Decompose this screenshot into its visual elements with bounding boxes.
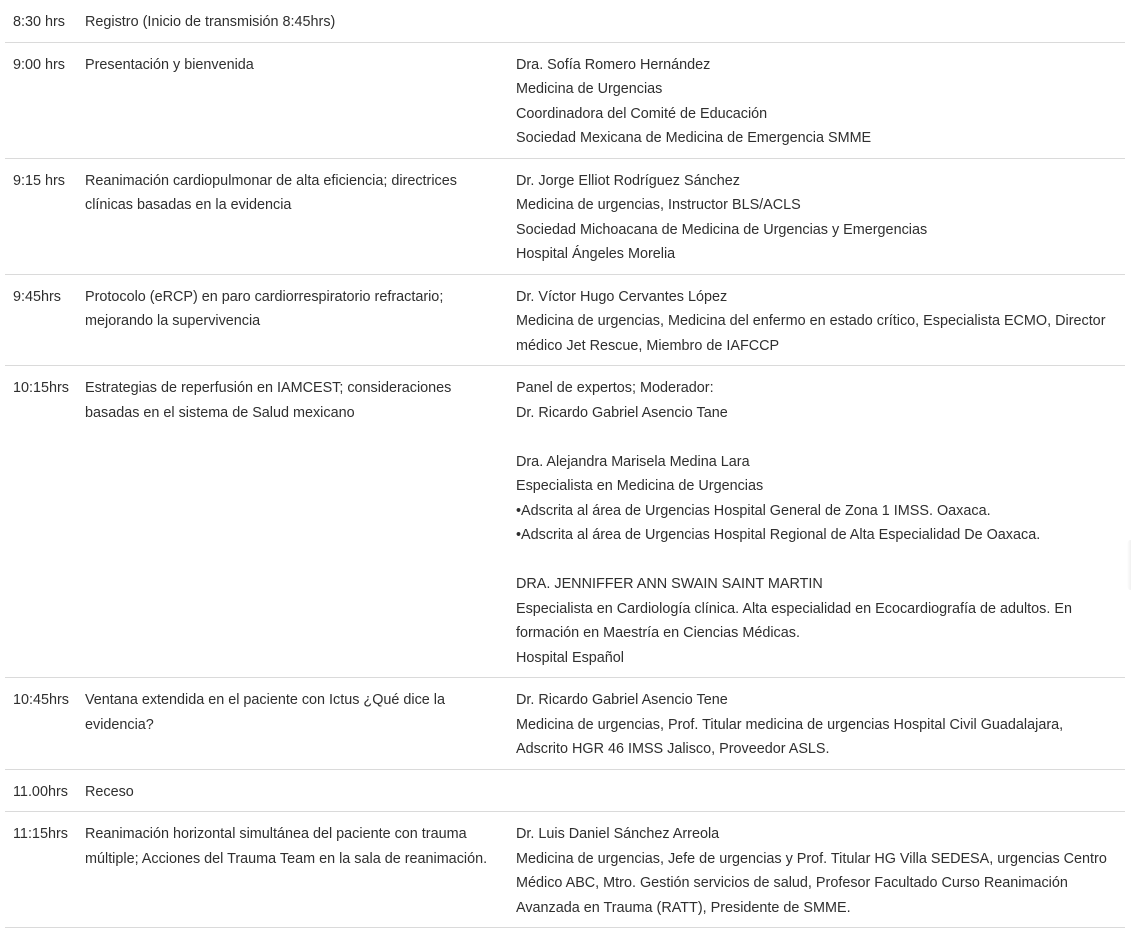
agenda-row (5, 275, 1125, 367)
agenda-speaker-line: Sociedad Mexicana de Medicina de Emergencia SMME (516, 130, 872, 146)
agenda-speaker-line: Medicina de Urgencias (516, 81, 663, 97)
spacer (516, 425, 1115, 450)
agenda-time: 10:45hrs (13, 692, 70, 708)
agenda-topic (85, 822, 516, 920)
agenda-topic-line: Receso (85, 783, 134, 800)
agenda-speaker-line: Sociedad Michoacana de Medicina de Urgencias y Emergencias (516, 221, 928, 238)
agenda-speaker-line: Hospital Ángeles Morelia (516, 246, 676, 262)
agenda-row (5, 812, 1125, 928)
agenda-speaker-line: Medicina de urgencias, Jefe de urgencias y Prof. Titular HG Villa SEDESA, urgencias Centro (516, 850, 1107, 867)
agenda-topic (85, 285, 516, 359)
spacer (516, 548, 1115, 573)
agenda-speaker-line: formación en Maestría en Ciencias Médicas. (516, 625, 800, 641)
agenda-speaker-line: DRA. JENNIFFER ANN SWAIN SAINT MARTIN (516, 576, 823, 592)
agenda-speaker-line: Medicina de urgencias, Instructor BLS/ACLS (516, 197, 801, 213)
agenda-speaker-line: Panel de expertos; Moderador: (516, 380, 714, 396)
agenda-speaker (516, 822, 1125, 920)
agenda-speaker-line: Medicina de urgencias, Prof. Titular medicina de urgencias Hospital Civil Guadalajara, (516, 716, 1064, 733)
agenda-table (5, 0, 1125, 928)
agenda-row (5, 678, 1125, 770)
agenda-speaker-line: Especialista en Cardiología clínica. Alta especialidad en Ecocardiografía de adultos. En (516, 600, 1072, 617)
agenda-speaker-line: Dr. Luis Daniel Sánchez Arreola (516, 826, 720, 842)
agenda-row (5, 43, 1125, 159)
agenda-speaker-line: Médico ABC, Mtro. Gestión servicios de salud, Profesor Facultado Curso Reanimación (516, 875, 1068, 891)
agenda-time: 9:15 hrs (13, 172, 65, 189)
agenda-speaker (516, 10, 1125, 35)
agenda-speaker-line: Medicina de urgencias, Medicina del enfermo en estado crítico, Especialista ECMO, Director (516, 313, 1106, 329)
agenda-topic (85, 10, 516, 35)
agenda-time: 11:15hrs (13, 826, 68, 842)
agenda-speaker-line: Dra. Sofía Romero Hernández (516, 56, 711, 73)
agenda-row (5, 366, 1125, 678)
agenda-time: 9:45hrs (13, 288, 61, 305)
agenda-speaker-line: médico Jet Rescue, Miembro de IAFCCP (516, 337, 780, 354)
agenda-row (5, 159, 1125, 275)
agenda-speaker-line: Hospital Español (516, 649, 624, 666)
agenda-time: 11.00hrs (13, 783, 68, 800)
agenda-topic-line: Reanimación horizontal simultánea del paciente con trauma (85, 826, 467, 842)
agenda-speaker-line: Dr. Jorge Elliot Rodríguez Sánchez (516, 172, 740, 189)
agenda-topic-line: basadas en el sistema de Salud mexicano (85, 404, 355, 421)
agenda-topic (85, 780, 516, 805)
agenda-topic (85, 688, 516, 762)
agenda-speaker (516, 688, 1125, 762)
agenda-speaker (516, 169, 1125, 267)
agenda-speaker-line: Especialista en Medicina de Urgencias (516, 478, 764, 494)
agenda-topic (85, 53, 516, 151)
agenda-time: 10:15hrs (13, 380, 70, 396)
scroll-edge-shadow (1127, 540, 1131, 590)
agenda-speaker-line: •Adscrita al área de Urgencias Hospital Regional de Alta Especialidad De Oaxaca. (516, 527, 1041, 543)
agenda-speaker (516, 285, 1125, 359)
agenda-speaker (516, 780, 1125, 805)
agenda-topic (85, 376, 516, 670)
agenda-topic-line: Estrategias de reperfusión en IAMCEST; consideraciones (85, 380, 452, 396)
agenda-topic-line: Reanimación cardiopulmonar de alta eficiencia; directrices (85, 172, 457, 189)
agenda-topic-line: mejorando la supervivencia (85, 313, 261, 329)
agenda-speaker (516, 376, 1125, 670)
agenda-speaker-line: Dra. Alejandra Marisela Medina Lara (516, 453, 750, 470)
agenda-speaker-line: Coordinadora del Comité de Educación (516, 105, 768, 122)
agenda-speaker-line: Dr. Víctor Hugo Cervantes López (516, 288, 728, 305)
agenda-speaker-line: Adscrito HGR 46 IMSS Jalisco, Proveedor ASLS. (516, 741, 830, 757)
agenda-topic-line: Presentación y bienvenida (85, 56, 254, 73)
agenda-topic-line: Protocolo (eRCP) en paro cardiorrespiratorio refractario; (85, 288, 444, 305)
agenda-time: 9:00 hrs (13, 56, 65, 73)
agenda-speaker-line: Avanzada en Trauma (RATT), Presidente de SMME. (516, 899, 851, 916)
agenda-row (5, 770, 1125, 813)
agenda-topic-line: Registro (Inicio de transmisión 8:45hrs) (85, 14, 336, 30)
agenda-speaker-line: Dr. Ricardo Gabriel Asencio Tene (516, 692, 728, 708)
agenda-topic-line: Ventana extendida en el paciente con Ictus ¿Qué dice la (85, 692, 446, 708)
agenda-speaker-line: Dr. Ricardo Gabriel Asencio Tane (516, 404, 728, 421)
agenda-topic (85, 169, 516, 267)
agenda-topic-line: evidencia? (85, 716, 154, 733)
agenda-row (5, 0, 1125, 43)
agenda-time: 8:30 hrs (13, 14, 65, 30)
agenda-speaker (516, 53, 1125, 151)
agenda-topic-line: clínicas basadas en la evidencia (85, 197, 292, 213)
agenda-topic-line: múltiple; Acciones del Trauma Team en la sala de reanimación. (85, 850, 488, 867)
agenda-speaker-line: •Adscrita al área de Urgencias Hospital General de Zona 1 IMSS. Oaxaca. (516, 502, 991, 519)
